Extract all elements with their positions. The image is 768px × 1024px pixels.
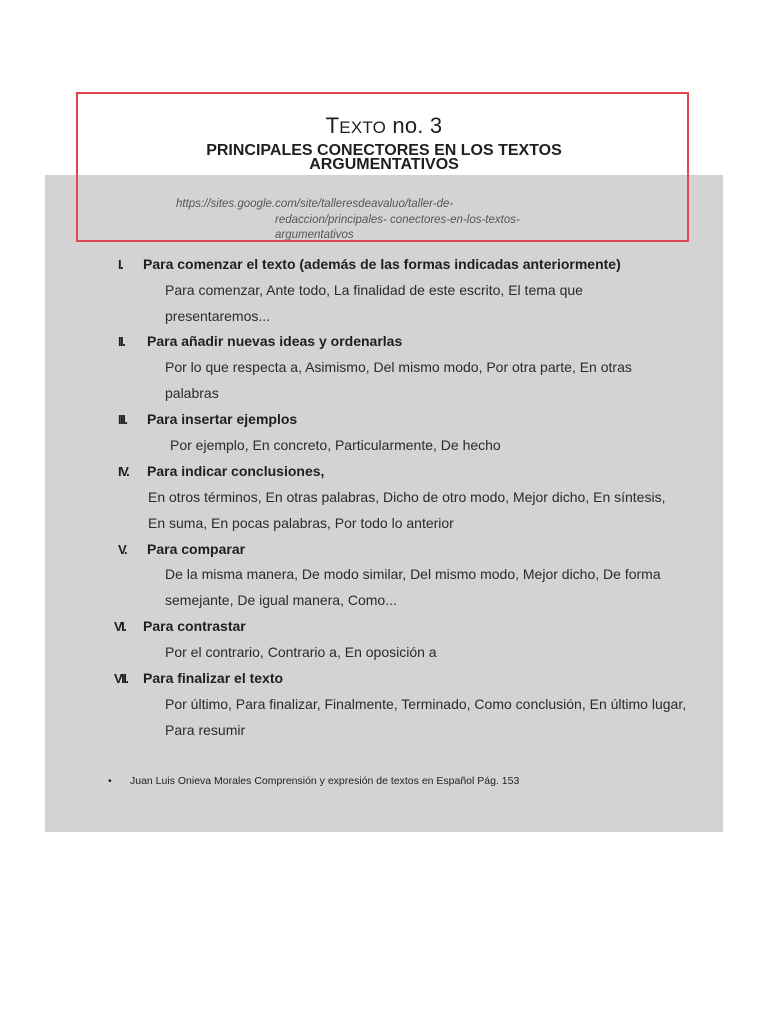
item-number: II. bbox=[118, 334, 125, 349]
footnote bbox=[108, 775, 519, 787]
item-number: III. bbox=[118, 412, 127, 427]
item-text: Por ejemplo, En concreto, Particularmente, De hecho bbox=[170, 437, 501, 453]
title-smallcaps: EXTO bbox=[339, 118, 387, 137]
item-text: De la misma manera, De modo similar, Del mismo modo, Mejor dicho, De forma semejante, De igual manera, Como... bbox=[165, 566, 661, 608]
source-url bbox=[176, 197, 576, 244]
item-heading: Para comenzar el texto (además de las formas indicadas anteriormente) bbox=[143, 256, 621, 272]
item-heading: Para comparar bbox=[147, 541, 246, 557]
item-heading: Para añadir nuevas ideas y ordenarlas bbox=[147, 333, 403, 349]
page-subtitle: PRINCIPALES CONECTORES EN LOS TEXTOS ARGUMENTATIVOS bbox=[206, 142, 562, 173]
item-text: Por el contrario, Contrario a, En oposición a bbox=[165, 644, 437, 660]
item-text: Por último, Para finalizar, Finalmente, Terminado, Como conclusión, En último lugar, Para resumir bbox=[165, 696, 687, 738]
page-title bbox=[0, 113, 768, 139]
item-heading: Para contrastar bbox=[143, 618, 246, 634]
title-prefix: T bbox=[325, 113, 340, 138]
item-number: VI. bbox=[114, 619, 126, 634]
item-number: I. bbox=[118, 257, 123, 272]
source-url-line3: argumentativos bbox=[275, 229, 354, 241]
item-text: Para comenzar, Ante todo, La finalidad de este escrito, El tema que presentaremos... bbox=[165, 282, 583, 324]
item-heading: Para finalizar el texto bbox=[143, 670, 284, 686]
bullet-icon: • bbox=[108, 775, 112, 787]
item-heading: Para indicar conclusiones, bbox=[147, 463, 325, 479]
item-number: IV. bbox=[118, 464, 129, 479]
item-text: En otros términos, En otras palabras, Dicho de otro modo, Mejor dicho, En síntesis, En suma, En pocas palabras, Por todo lo anterior bbox=[148, 489, 666, 531]
item-number: V. bbox=[118, 542, 127, 557]
item-number: VII. bbox=[114, 671, 128, 686]
footnote-text: Juan Luis Onieva Morales Comprensión y expresión de textos en Español Pág. 153 bbox=[130, 775, 520, 787]
source-url-line2: redaccion/principales- conectores-en-los-textos- bbox=[275, 213, 520, 226]
item-heading: Para insertar ejemplos bbox=[147, 411, 298, 427]
title-suffix: no. 3 bbox=[386, 113, 443, 138]
item-text: Por lo que respecta a, Asimismo, Del mismo modo, Por otra parte, En otras palabras bbox=[165, 359, 632, 401]
source-url-line1: https://sites.google.com/site/talleresdeavaluo/taller-de- bbox=[176, 198, 454, 210]
